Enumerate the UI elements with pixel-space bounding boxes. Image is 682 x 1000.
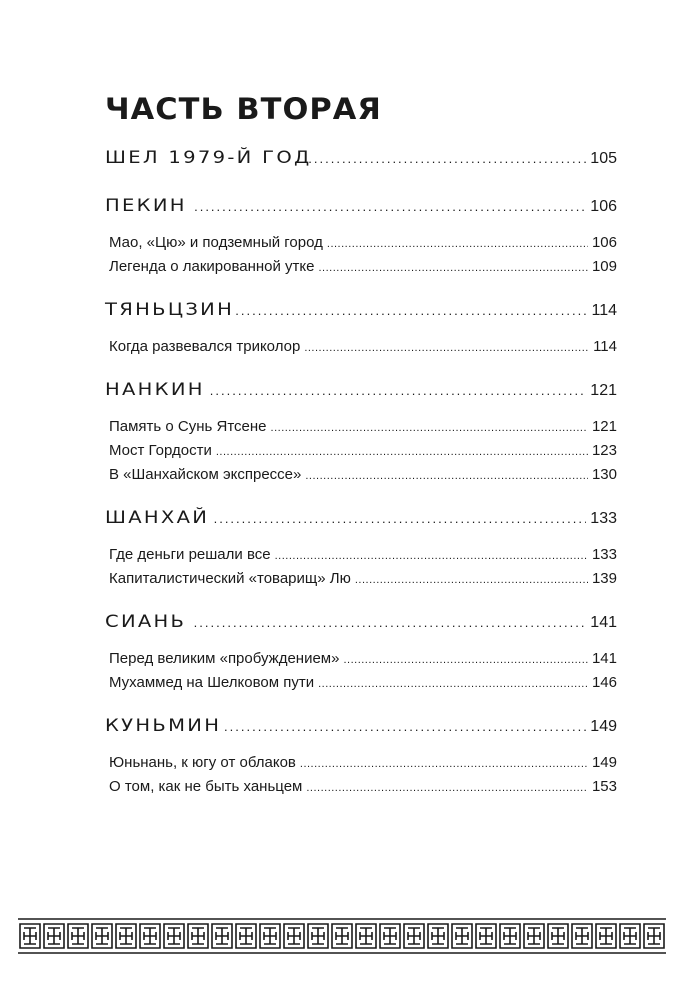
dot-leader bbox=[303, 151, 587, 166]
dot-leader bbox=[224, 719, 586, 734]
toc-chapter-row bbox=[109, 778, 617, 802]
chapter-page-number: 106 bbox=[591, 234, 617, 251]
toc-chapter-row bbox=[109, 258, 617, 282]
dot-leader bbox=[304, 342, 589, 354]
dot-leader bbox=[305, 470, 588, 482]
toc-chapter-row bbox=[109, 650, 617, 674]
section-page-number: 114 bbox=[591, 302, 617, 319]
chapter-title: Мао, «Цю» и подземный город bbox=[109, 234, 323, 251]
toc-chapter-row bbox=[109, 418, 617, 442]
chapter-page-number: 133 bbox=[591, 546, 617, 563]
part-title: ЧАСТЬ ВТОРАЯ bbox=[105, 92, 382, 126]
chapter-page-number: 139 bbox=[591, 570, 617, 587]
section-title: НАНКИН bbox=[105, 380, 205, 400]
dot-leader bbox=[194, 199, 586, 214]
dot-leader bbox=[194, 615, 587, 630]
toc-chapter-row bbox=[109, 338, 617, 362]
dot-leader bbox=[319, 262, 588, 274]
toc-section-row bbox=[105, 716, 617, 746]
chapter-title: Капиталистический «товарищ» Лю bbox=[109, 570, 351, 587]
chapter-title: Мост Гордости bbox=[109, 442, 212, 459]
dot-leader bbox=[235, 303, 587, 318]
toc-chapter-row bbox=[109, 442, 617, 466]
chapter-page-number: 123 bbox=[591, 442, 617, 459]
dot-leader bbox=[271, 422, 588, 434]
chapter-title: О том, как не быть ханьцем bbox=[109, 778, 303, 795]
dot-leader bbox=[327, 238, 588, 250]
chapter-title: Память о Сунь Ятсене bbox=[109, 418, 267, 435]
chapter-page-number: 153 bbox=[591, 778, 617, 795]
chapter-page-number: 121 bbox=[591, 418, 617, 435]
dot-leader bbox=[355, 574, 588, 586]
section-title: ШЕЛ 1979-Й ГОД bbox=[105, 148, 312, 168]
chapter-title: Юньнань, к югу от облаков bbox=[109, 754, 296, 771]
toc-chapter-row bbox=[109, 754, 617, 778]
toc-chapter-row bbox=[109, 546, 617, 570]
chapter-title: Перед великим «пробуждением» bbox=[109, 650, 340, 667]
section-title: ПЕКИН bbox=[105, 196, 187, 216]
chapter-title: Где деньги решали все bbox=[109, 546, 271, 563]
chapter-title: Легенда о лакированной утке bbox=[109, 258, 315, 275]
chapter-title: Мухаммед на Шелковом пути bbox=[109, 674, 315, 691]
chapter-page-number: 149 bbox=[591, 754, 617, 771]
section-page-number: 121 bbox=[590, 382, 617, 399]
chapter-page-number: 130 bbox=[591, 466, 617, 483]
section-page-number: 133 bbox=[590, 510, 617, 527]
section-page-number: 106 bbox=[590, 198, 617, 215]
toc-section-row bbox=[105, 508, 617, 538]
section-page-number: 141 bbox=[590, 614, 617, 631]
chapter-title: Когда развевался триколор bbox=[109, 338, 301, 355]
toc-chapter-row bbox=[109, 674, 617, 698]
section-page-number: 105 bbox=[590, 150, 617, 167]
toc-section-row bbox=[105, 148, 617, 178]
section-title: СИАНЬ bbox=[105, 612, 187, 632]
toc-section-row bbox=[105, 612, 617, 642]
dot-leader bbox=[300, 758, 588, 770]
toc-chapter-row bbox=[109, 234, 617, 258]
chapter-page-number: 114 bbox=[593, 338, 617, 355]
toc-chapter-row bbox=[109, 466, 617, 490]
dot-leader bbox=[214, 511, 587, 526]
chapter-title: В «Шанхайском экспрессе» bbox=[109, 466, 302, 483]
section-page-number: 149 bbox=[590, 718, 617, 735]
toc-section-row bbox=[105, 380, 617, 410]
dot-leader bbox=[343, 654, 588, 666]
dot-leader bbox=[318, 678, 588, 690]
chinese-fret-ornament bbox=[18, 918, 666, 954]
toc-section-row bbox=[105, 196, 617, 226]
chapter-page-number: 141 bbox=[591, 650, 617, 667]
chapter-page-number: 109 bbox=[591, 258, 617, 275]
dot-leader bbox=[216, 446, 588, 458]
table-of-contents bbox=[105, 148, 617, 820]
dot-leader bbox=[306, 782, 588, 794]
section-title: ШАНХАЙ bbox=[105, 508, 210, 528]
toc-section-row bbox=[105, 300, 617, 330]
dot-leader bbox=[210, 383, 587, 398]
toc-chapter-row bbox=[109, 570, 617, 594]
chapter-page-number: 146 bbox=[591, 674, 617, 691]
dot-leader bbox=[275, 550, 588, 562]
section-title: ТЯНЬЦЗИН bbox=[105, 300, 235, 320]
section-title: КУНЬМИН bbox=[105, 716, 222, 736]
